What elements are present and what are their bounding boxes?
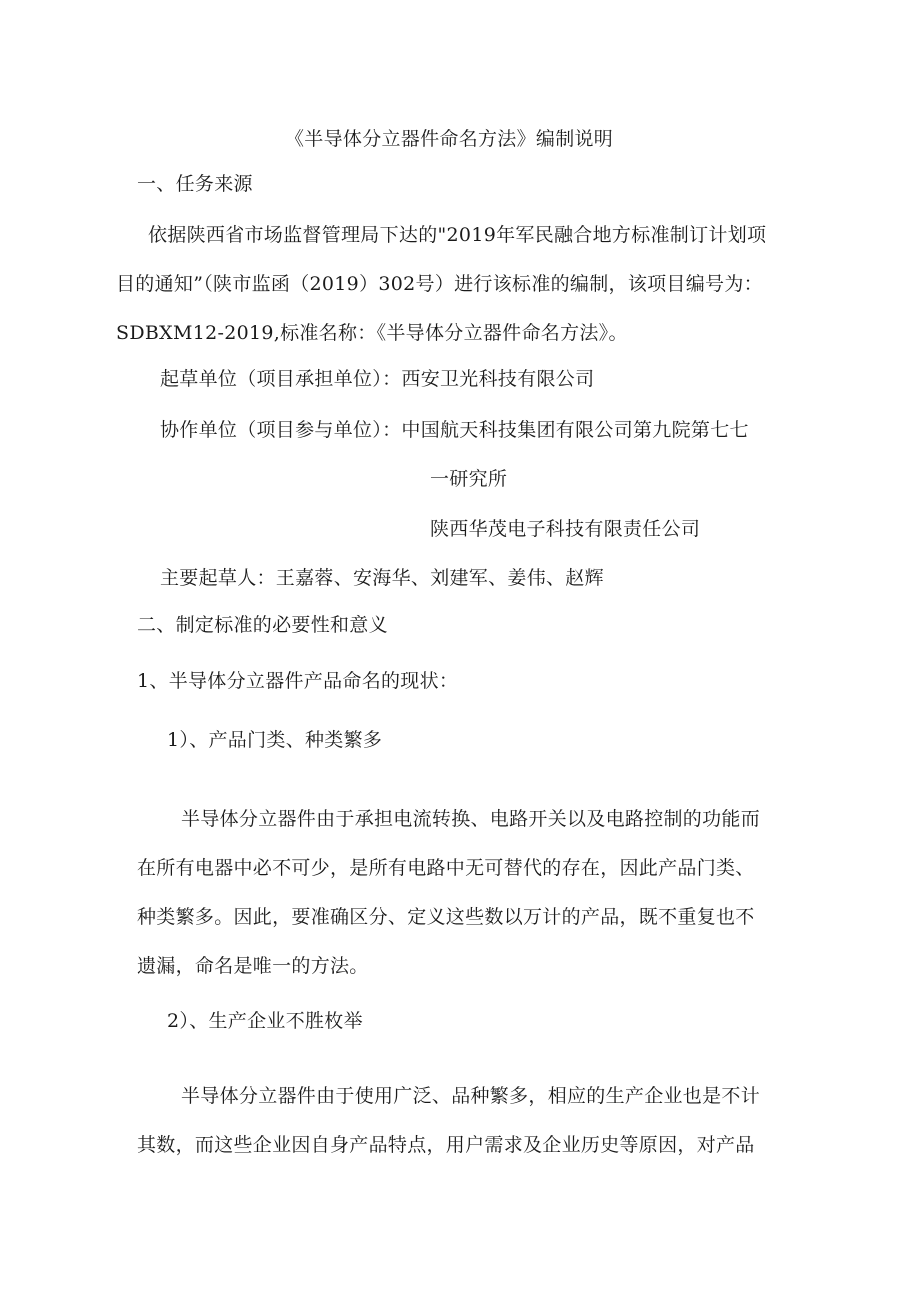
main-drafters: 主要起草人：王嘉蓉、安海华、刘建军、姜伟、赵辉: [160, 567, 604, 589]
document-title: 《半导体分立器件命名方法》编制说明: [285, 128, 614, 150]
item-heading-manufacturers: 2）、生产企业不胜枚举: [167, 1010, 363, 1032]
paragraph2-line-1: 半导体分立器件由于使用广泛、品种繁多，相应的生产企业也是不计: [181, 1085, 761, 1107]
paragraph1-line-4: 遗漏，命名是唯一的方法。: [137, 955, 369, 977]
drafting-unit: 起草单位（项目承担单位）：西安卫光科技有限公司: [160, 368, 595, 390]
paragraph1-line-2: 在所有电器中必不可少，是所有电路中无可替代的存在，因此产品门类、: [137, 857, 755, 879]
basis-text-line-2: 目的通知”（陕市监函（2019）302号）进行该标准的编制，该项目编号为：: [116, 273, 763, 295]
item-heading-categories: 1）、产品门类、种类繁多: [167, 729, 383, 751]
paragraph1-line-1: 半导体分立器件由于承担电流转换、电路开关以及电路控制的功能而: [181, 808, 761, 830]
cooperating-unit-line-2: 一研究所: [430, 468, 508, 490]
section-heading-task-source: 一、任务来源: [137, 173, 253, 195]
cooperating-unit-line-1: 协作单位（项目参与单位）：中国航天科技集团有限公司第九院第七七: [160, 419, 749, 441]
basis-text-line-3: SDBXM12-2019,标准名称：《半导体分立器件命名方法》。: [116, 322, 628, 344]
paragraph1-line-3: 种类繁多。因此，要准确区分、定义这些数以万计的产品，既不重复也不: [137, 906, 755, 928]
paragraph2-line-2: 其数，而这些企业因自身产品特点，用户需求及企业历史等原因，对产品: [137, 1134, 755, 1156]
subsection-heading-naming-status: 1、半导体分立器件产品命名的现状：: [137, 670, 459, 692]
cooperating-unit-line-3: 陕西华茂电子科技有限责任公司: [430, 518, 701, 540]
basis-text-line-1: 依据陕西省市场监督管理局下达的"2019年军民融合地方标准制订计划项: [148, 224, 767, 246]
section-heading-necessity: 二、制定标准的必要性和意义: [137, 614, 388, 636]
